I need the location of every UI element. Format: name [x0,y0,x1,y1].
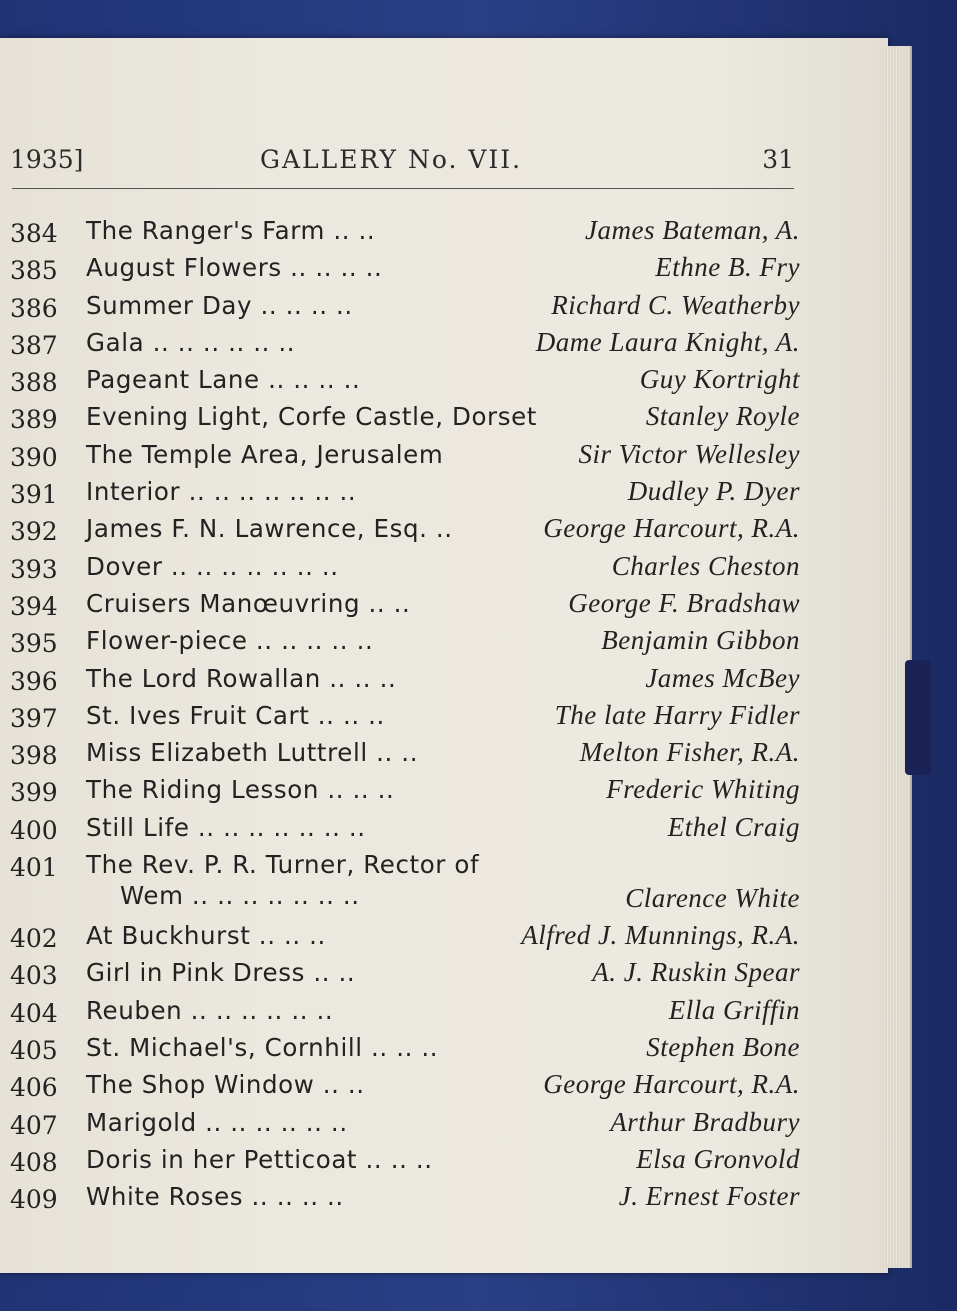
entry-title [86,850,479,910]
header-title: GALLERY No. VII. [260,145,523,174]
list-item [10,1030,810,1067]
entry-number: 397 [10,703,58,733]
entry-title [86,365,360,394]
entry-artist: Melton Fisher, R.A. [579,737,800,768]
entry-title [86,1108,348,1137]
entry-title-line: The Lord Rowallan .. .. .. [86,663,397,693]
entry-number: 384 [10,219,58,248]
entry-artist: Ella Griffin [668,994,800,1025]
list-item [10,661,810,698]
entry-title-line: Pageant Lane .. .. .. .. [86,365,361,395]
entry-title [86,1182,344,1211]
entry-number: 389 [10,405,58,435]
entry-artist: Dame Laura Knight, A. [535,326,800,357]
list-item [10,918,810,955]
entry-artist: Stanley Royle [645,401,800,432]
entry-number: 394 [10,591,58,621]
entry-artist: George Harcourt, R.A. [543,1069,800,1100]
entry-number: 390 [10,442,58,472]
entry-title [86,813,366,842]
entry-artist: James McBey [645,662,800,693]
entry-title-line: Gala .. .. .. .. .. .. [86,327,296,357]
entry-title-line: Summer Day .. .. .. .. [86,290,353,320]
entry-title-line: At Buckhurst .. .. .. [86,921,326,951]
entry-title-line: Doris in her Petticoat .. .. .. [86,1144,433,1174]
entry-title [86,291,353,320]
entry-title [86,1033,438,1062]
list-item [10,955,810,992]
entry-title-line: The Riding Lesson .. .. .. [86,775,395,805]
entry-title [86,996,333,1025]
entry-artist: Arthur Bradbury [610,1106,800,1137]
entry-title [86,402,537,431]
entry-number: 385 [10,256,58,286]
entry-title [86,775,394,804]
entry-number: 388 [10,368,58,398]
entry-title-line: Miss Elizabeth Luttrell .. .. [86,738,419,768]
entry-title [86,216,375,245]
entry-artist: Ethel Craig [667,811,800,842]
catalogue-page [0,38,888,1273]
entry-number: 400 [10,815,58,845]
list-item [10,213,810,250]
entry-number: 409 [10,1185,58,1215]
list-item [10,623,810,660]
list-item [10,993,810,1030]
entry-title [86,664,396,693]
list-item [10,698,810,735]
entry-artist: George Harcourt, R.A. [543,513,800,544]
entry-number: 399 [10,778,58,808]
entry-artist: A. J. Ruskin Spear [592,957,800,988]
entry-title [86,253,382,282]
entry-title-line: Flower-piece .. .. .. .. .. [86,626,374,656]
entry-number: 386 [10,293,58,323]
entry-list [10,213,810,1216]
bookmark-ribbon [905,660,931,775]
entry-number: 392 [10,517,58,547]
running-header [10,143,800,183]
entry-number: 398 [10,741,58,771]
list-item [10,586,810,623]
entry-title [86,440,443,469]
list-item [10,437,810,474]
entry-title-line: James F. N. Lawrence, Esq. .. [86,514,453,544]
entry-title-line: St. Michael's, Cornhill .. .. .. [86,1032,439,1062]
entry-title-line: The Ranger's Farm .. .. [86,216,376,245]
list-item [10,1179,810,1216]
list-item [10,325,810,362]
entry-title-line: Evening Light, Corfe Castle, Dorset [86,402,537,432]
entry-title [86,958,355,987]
entry-title-line: Dover .. .. .. .. .. .. .. [86,551,339,581]
entry-artist: James Bateman, A. [585,215,800,245]
list-item [10,549,810,586]
list-item [10,511,810,548]
entry-artist: Richard C. Weatherby [551,289,800,320]
entry-title-line: Marigold .. .. .. .. .. .. [86,1107,348,1137]
entry-number: 408 [10,1147,58,1177]
list-item [10,772,810,809]
list-item [10,735,810,772]
entry-number: 387 [10,330,58,360]
entry-title [86,738,418,767]
entry-artist: George F. Bradshaw [568,587,800,618]
entry-title-line: The Temple Area, Jerusalem [86,439,444,469]
entry-title [86,1145,433,1174]
entry-number: 405 [10,1035,58,1065]
entry-title [86,514,453,543]
entry-artist: Frederic Whiting [606,774,800,805]
list-item [10,399,810,436]
entry-title-line: Cruisers Manœuvring .. .. [86,588,411,618]
entry-artist: Stephen Bone [646,1031,800,1062]
list-item [10,250,810,287]
entry-artist: Elsa Gronvold [636,1143,800,1174]
entry-artist: Sir Victor Wellesley [578,438,800,469]
entry-title [86,589,410,618]
list-item [10,1105,810,1142]
list-item [10,810,810,847]
entry-title-line: Interior .. .. .. .. .. .. .. [86,477,357,507]
list-item [10,1067,810,1104]
entry-number: 403 [10,961,58,991]
header-rule [12,188,794,189]
entry-title-line: The Shop Window .. .. [86,1070,365,1100]
entry-title-line: Wem .. .. .. .. .. .. .. [120,881,360,911]
entry-number: 396 [10,666,58,696]
entry-title [86,552,339,581]
entry-artist: Clarence White [625,883,800,914]
entry-title-line: August Flowers .. .. .. .. [86,253,383,283]
entry-number: 401 [10,853,58,883]
entry-title [86,626,373,655]
page-edges [880,46,912,1268]
entry-title-line: The Rev. P. R. Turner, Rector of [86,850,480,880]
list-item [10,1142,810,1179]
entry-number: 395 [10,629,58,659]
entry-number: 404 [10,998,58,1028]
list-item [10,474,810,511]
list-item [10,847,810,918]
entry-title [86,701,385,730]
entry-artist: Dudley P. Dyer [627,476,800,507]
list-item [10,288,810,325]
entry-artist: Benjamin Gibbon [601,625,800,656]
entry-title [86,1070,365,1099]
entry-number: 391 [10,480,58,510]
entry-number: 402 [10,924,58,954]
entry-number: 406 [10,1073,58,1103]
entry-title-line: Reuben .. .. .. .. .. .. [86,995,334,1025]
entry-artist: Alfred J. Munnings, R.A. [521,920,800,951]
entry-title [86,477,356,506]
entry-title [86,921,326,950]
entry-title-line: Still Life .. .. .. .. .. .. .. [86,812,366,842]
list-item [10,362,810,399]
entry-title [86,328,295,357]
header-year: 1935] [10,145,84,174]
entry-artist: Charles Cheston [611,550,800,581]
entry-artist: Ethne B. Fry [655,252,800,283]
entry-number: 407 [10,1110,58,1140]
entry-title-line: Girl in Pink Dress .. .. [86,958,356,988]
entry-artist: J. Ernest Foster [618,1181,800,1212]
entry-title-line: St. Ives Fruit Cart .. .. .. [86,700,385,730]
page-number: 31 [762,145,794,174]
entry-artist: The late Harry Fidler [554,699,800,730]
entry-title-line: White Roses .. .. .. .. [86,1182,344,1212]
entry-artist: Guy Kortright [639,364,800,395]
entry-number: 393 [10,554,58,584]
